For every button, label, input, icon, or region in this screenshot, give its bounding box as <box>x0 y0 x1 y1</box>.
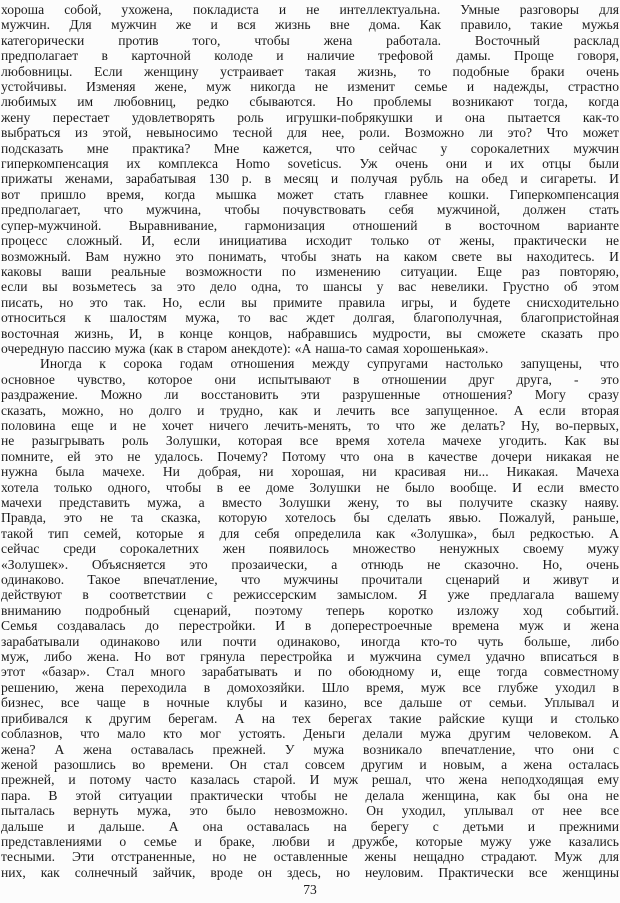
text-line: раздражение. Можно ли восстановить эти разрушенные отношения? Могу сразу <box>1 387 619 403</box>
text-line: выбраться из этой, невыносимо тесной для нее, роли. Возможно ли это? Что может <box>1 125 619 141</box>
text-line: супер-мужчиной. Выравнивание, гармонизация отношений в восточном варианте <box>1 217 619 233</box>
text-line: такой тип семей, которые я для себя определила как «Золушка», был редкостью. А <box>1 525 619 541</box>
text-line: нужна была мачехе. Ни добрая, ни хорошая, ни красивая ни... Никакая. Мачеха <box>1 464 619 480</box>
text-line: представлениями о семье и браке, любви и дружбе, которые мужу уже казались <box>1 833 619 849</box>
text-line: Иногда к сорока годам отношения между супругами настолько запущены, что <box>40 356 619 372</box>
text-line: хотела только одного, чтобы в ее доме Золушки не было вообще. И если вместо <box>1 479 619 495</box>
text-line: каковы ваши реальные возможности по изменению ситуации. Еще раз повторяю, <box>1 263 619 279</box>
text-line: Правда, это не та сказка, которую хотелось бы сделать явью. Пожалуй, раньше, <box>1 510 619 526</box>
text-line: половина еще и не хочет ничего лечить-менять, то что же делать? Ну, во-первых, <box>1 417 619 433</box>
text-line: пара. В этой ситуации практически чтобы не делала женщина, как бы она не <box>1 787 619 803</box>
text-line: тесными. Эти отстраненные, но не оставленные жены нещадно страдают. Муж для <box>1 849 619 865</box>
text-line: подсказать мне практика? Мне кажется, что сейчас у сорокалетних мужчин <box>1 140 619 156</box>
text-line: одинаково. Такое впечатление, что мужчины прочитали сценарий и живут и <box>1 572 619 588</box>
text-line: женой разошлись во времени. Он стал совсем другим и новым, а жена осталась <box>1 756 619 772</box>
text-line: прибивался к другим берегам. А на тех берегах такие райские кущи и столько <box>1 710 619 726</box>
text-line: хороша собой, ухожена, покладиста и не интеллектуальна. Умные разговоры для <box>1 2 619 17</box>
text-line: «Золушек». Объясняется это прозаически, а отнюдь не сказочно. Но, очень <box>1 556 619 572</box>
text-line: соблазнов, что мало кто мог устоять. Деньги делали мужа другим человеком. А <box>1 726 619 742</box>
text-line: действуют в соответствии с режиссерским замыслом. Я уже предлагала вашему <box>1 587 619 603</box>
text-line: возможный. Вам нужно это понимать, чтобы знать на каком свете вы находитесь. И <box>1 248 619 264</box>
paragraph <box>1 2 619 356</box>
text-line: основное чувство, которое они испытывают в отношении друг друга, - это <box>1 371 619 387</box>
text-line: относиться к шалостям мужа, то вас ждет долгая, благополучная, благопристойная <box>1 310 619 326</box>
text-line: мачехи представить мужа, а вместо Золушки жену, то вы получите сказку наяву. <box>1 495 619 510</box>
text-line: зарабатывали одинаково или почти одинаково, иногда кто-то чуть больше, либо <box>1 633 619 649</box>
text-line: муж, либо жена. Но вот грянула перестройка и мужчина сумел удачно вписаться в <box>1 649 619 665</box>
text-line: гиперкомпенсация их комплекса Homo soveticus. Уж очень они и их отцы были <box>1 156 619 172</box>
text-line: прежней, и потому часто казалась старой. И муж решал, что жена неподходящая ему <box>1 772 619 788</box>
text-line: предполагает в карточной колоде и наличие трефовой дамы. Проще говоря, <box>1 48 619 64</box>
text-line: писать, но это так. Но, если вы примите правила игры, и будете снисходительно <box>1 294 619 310</box>
text-line: сейчас среди сорокалетних жен появилось множество ненужных своему мужу <box>1 541 619 557</box>
text-line: дальше и дальше. А она оставалась на берегу с детьми и прежними <box>1 818 619 834</box>
text-line: жену перестает удовлетворять роль игрушки-побрякушки и она пытается как-то <box>1 109 619 125</box>
text-line: Семья создавалась до перестройки. И в доперестроечные времена муж и жена <box>1 618 619 634</box>
text-line: жена? А жена оставалась прежней. У мужа возникало впечатление, что они с <box>1 741 619 757</box>
text-line: решению, жена переходила в домохозяйки. Шло время, муж все глубже уходил в <box>1 679 619 695</box>
text-line: вот пришло время, когда мышка может стать главнее кошки. Гиперкомпенсация <box>1 186 619 202</box>
text-line: если вы возьметесь за это дело одна, то шансы у вас невелики. Грустно об этом <box>1 279 619 295</box>
text-line: вниманию подробный сценарий, поэтому теперь коротко изложу ход событий. <box>1 602 619 618</box>
text-block <box>0 2 619 880</box>
text-line: прижаты женами, зарабатывая 130 р. в месяц и получая рубль на обед и сигареты. И <box>1 171 619 187</box>
text-line: категорически против того, чтобы жена работала. Восточный расклад <box>1 32 619 48</box>
text-line: пыталась вернуть мужа, это было невозможно. Он уходил, уплывал от нее все <box>1 803 619 819</box>
text-line: устойчивы. Изменяя жене, муж никогда не изменит семье и надежды, страстно <box>1 79 619 95</box>
page-number: 73 <box>303 882 317 897</box>
text-line: бизнес, все чаще в ночные клубы и казино, все дальше от семьи. Уплывал и <box>1 695 619 711</box>
text-line: процесс сложный. И, если инициатива исходит только от жены, практически не <box>1 233 619 249</box>
text-line: очередную пассию мужа (как в старом анекдоте): «А наша-то самая хорошенькая». <box>1 340 489 356</box>
text-line: любимых им любовниц, редко сбываются. Но проблемы возникают тогда, когда <box>1 94 619 110</box>
text-line: сказать, можно, но долго и трудно, как и лечить все запущенное. А если вторая <box>1 402 619 418</box>
text-line: этот «базар». Стал много зарабатывать и по обоюдному и, еще тогда совместному <box>1 664 619 680</box>
paragraph <box>1 356 619 880</box>
text-line: мужчин. Для мужчин же и вся жизнь вне дома. Как правило, такие мужья <box>1 17 619 33</box>
text-line: восточная жизнь, И, в конце концов, набравшись мудрости, вы сможете сказать про <box>1 325 619 341</box>
text-line: помните, ей это не удалось. Почему? Потому что она в качестве дочери никакая не <box>1 448 619 464</box>
text-line: любовницы. Если женщину устраивает такая жизнь, то подобные браки очень <box>1 63 619 79</box>
text-line: не разыгрывать роль Золушки, которая все время хотела мачехе угодить. Как вы <box>1 433 619 449</box>
text-line: предполагает, что мужчина, чтобы почувствовать себя мужчиной, должен стать <box>1 202 619 218</box>
text-line: них, как солнечный зайчик, вроде он здесь, но неуловим. Практически все женщины <box>1 864 619 880</box>
